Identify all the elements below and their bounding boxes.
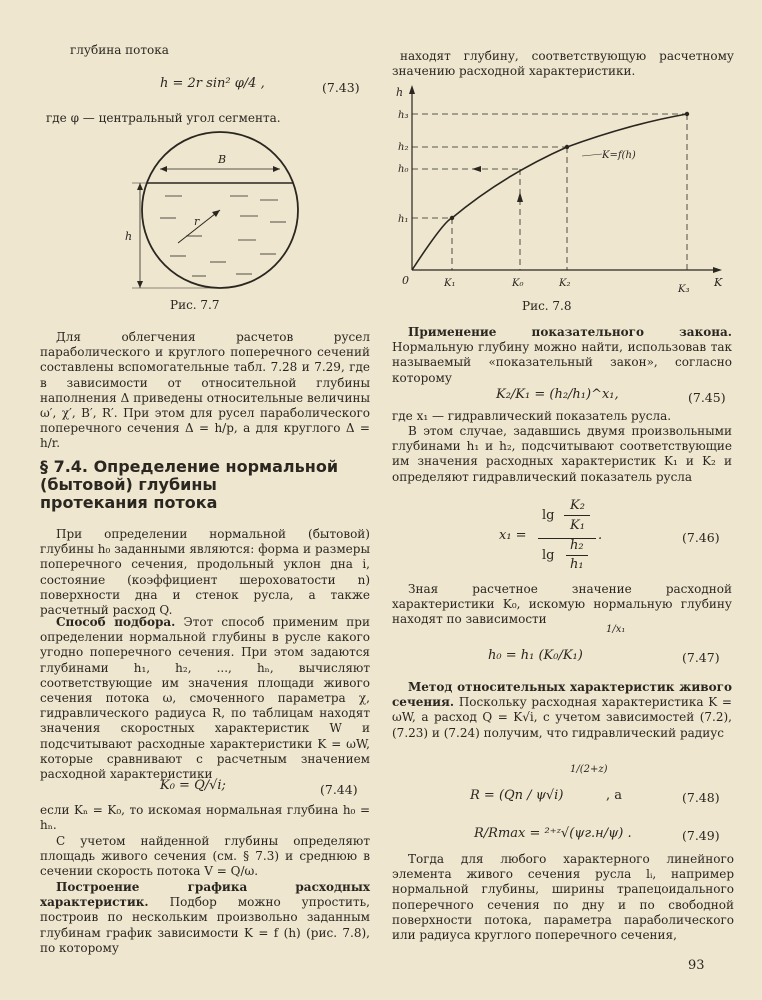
axis-h-label: h	[396, 86, 404, 99]
axis-k-label: K	[714, 276, 723, 289]
equation-7-48: R = (Qn / ψ√i)	[470, 788, 564, 803]
label-B: B	[218, 153, 227, 166]
power-label: Применение показательного закона.	[408, 325, 732, 339]
paragraph-tables: Для облегчения расчетов русел параболического и круглого поперечного сечений составлены вспомогательные табл. 7.28 и 7.29, где в зависимости от относительной глубины наполнения Δ приведены относительные величины ω′, χ′, B′, R′. При этом для русел параболического поперечного сечения Δ = h/p, а для круглого Δ = h/r.	[40, 330, 370, 451]
graph-label: Построение графика расходных характеристик.	[40, 880, 370, 910]
section-title-line-3: протекания потока	[40, 493, 218, 512]
label-r: r	[194, 215, 200, 228]
method-label: Метод относительных характеристик живого сечения.	[392, 680, 732, 710]
figure-7-7-caption: Рис. 7.7	[170, 298, 220, 312]
equation-7-46-number: (7.46)	[682, 530, 720, 545]
eq-746-main-bar	[538, 538, 596, 539]
phi-definition: где φ — центральный угол сегмента.	[46, 111, 281, 125]
figure-7-7	[120, 128, 320, 296]
paragraph-velocity: С учетом найденной глубины определяют площадь живого сечения (см. § 7.3) и среднюю в сечении скорость потока V = Q/ω.	[40, 834, 370, 879]
origin-label: 0	[402, 274, 409, 287]
paragraph-selection	[40, 615, 370, 782]
equation-7-49: R/Rmax = ²⁺ᶻ√(ψг.н/ψ) .	[474, 826, 632, 841]
tick-h2: h₂	[398, 142, 409, 153]
label-h: h	[125, 230, 133, 243]
equation-7-44: K₀ = Q/√i;	[160, 778, 226, 793]
equation-7-44-number: (7.44)	[320, 782, 358, 797]
tick-k3: K₃	[678, 284, 690, 292]
paragraph-power	[392, 325, 732, 386]
graph-text: Подбор можно упростить, построив по нескольким произвольно заданным глубинам график зависимости K = f (h) (рис. 7.8), по которому	[40, 895, 370, 955]
curve-label: K=f(h)	[602, 150, 636, 161]
figure-7-8-caption: Рис. 7.8	[522, 299, 572, 313]
eq-746-inner-bar-top	[564, 515, 590, 516]
tick-h0: h₀	[398, 164, 409, 175]
power-text: Нормальную глубину можно найти, использовав так называемый «показательный закон», согласно которому	[392, 340, 732, 385]
equation-7-45-number: (7.45)	[688, 390, 726, 405]
equation-7-49-number: (7.49)	[682, 828, 720, 843]
figure-7-8	[392, 80, 732, 292]
paragraph-then: Тогда для любого характерного линейного элемента живого сечения русла lᵢ, например нормальной глубины, ширины трапецоидального поперечного сечения по дну и по свободной поверхности потока, параметра параболического или радиуса круглого поперечного сечения,	[392, 852, 734, 943]
equation-7-48-number: (7.48)	[682, 790, 720, 805]
equation-7-43: h = 2r sin² φ/4 ,	[160, 76, 265, 91]
paragraph-if: если Kₙ = K₀, то искомая нормальная глубина h₀ = hₙ.	[40, 803, 370, 833]
equation-7-43-number: (7.43)	[322, 80, 360, 95]
intro-text: глубина потока	[70, 43, 169, 57]
eq-746-lg-top: lg	[542, 508, 555, 523]
tick-k2: K₂	[559, 278, 571, 289]
section-title-line-2: (бытовой) глубины	[40, 475, 217, 494]
equation-7-48-tail: , а	[606, 788, 623, 803]
equation-7-47-number: (7.47)	[682, 650, 720, 665]
paragraph-method	[392, 680, 732, 741]
section-title-line-1: § 7.4. Определение нормальной	[40, 457, 339, 476]
eq-746-lg-bottom: lg	[542, 548, 555, 563]
eq-746-h2: h₂	[570, 538, 584, 553]
eq-746-h1: h₁	[570, 557, 584, 572]
x1-definition: где x₁ — гидравлический показатель русла.	[392, 409, 672, 423]
equation-7-48-exponent: 1/(2+z)	[570, 764, 608, 775]
page-number: 93	[688, 958, 705, 973]
equation-7-47: h₀ = h₁ (K₀/K₁)	[488, 648, 583, 663]
eq-746-K2: K₂	[570, 498, 585, 513]
paragraph-given: При определении нормальной (бытовой) глубины h₀ заданными являются: форма и размеры поперечного сечения, продольный уклон дна i, состояние (коэффициент шероховатости n) поверхности дна и стенок русла, а также расчетный расход Q.	[40, 527, 370, 618]
selection-text: Этот способ применим при определении нормальной глубины в русле какого угодно поперечного сечения. При этом задаются глубинами h₁, h₂, ..., hₙ, вычисляют соответствующие им значения площади живого сечения потока ω, смоченного параметра χ, гидравлического радиуса R, по таблицам находят значения скоростных характеристик W и подсчитывают расходные характеристики K = ωW, которые сравнивают с расчетным значением расходной характеристики	[40, 615, 370, 782]
intro-right: находят глубину, соответствующую расчетному значению расходной характеристики.	[392, 49, 734, 79]
method-text: Поскольку расходная характеристика K = ωW, а расход Q = K√i, с учетом зависимостей (7.2), (7.23) и (7.24) получим, что гидравлический радиус	[392, 695, 732, 740]
paragraph-graph	[40, 880, 370, 956]
equation-7-45: K₂/K₁ = (h₂/h₁)^x₁,	[496, 387, 619, 402]
paragraph-case: В этом случае, задавшись двумя произвольными глубинами h₁ и h₂, подсчитывают соответствующие им значения расходных характеристик K₁ и K₂ и определяют гидравлический показатель русла	[392, 424, 732, 484]
eq-746-inner-bar-bottom	[566, 555, 588, 556]
eq-746-K1: K₁	[570, 518, 585, 533]
tick-k1: K₁	[444, 278, 456, 289]
eq-746-lhs: x₁ =	[499, 528, 527, 543]
selection-label: Способ подбора.	[56, 615, 176, 629]
tick-k0: K₀	[512, 278, 524, 289]
eq-746-dot: .	[598, 528, 603, 543]
tick-h3: h₃	[398, 110, 409, 121]
paragraph-known: Зная расчетное значение расходной характеристики K₀, искомую нормальную глубину находят по зависимости	[392, 582, 732, 627]
equation-7-47-exponent: 1/x₁	[606, 624, 626, 635]
tick-h1: h₁	[398, 214, 409, 225]
